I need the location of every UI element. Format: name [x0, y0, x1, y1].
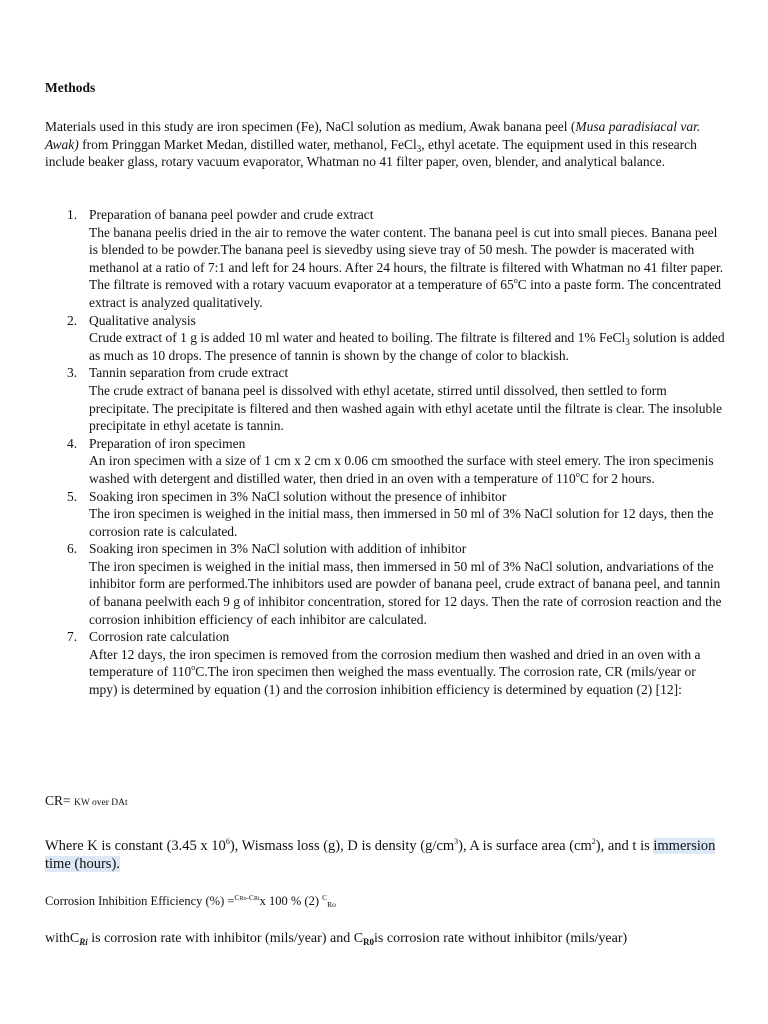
step-text: [89, 452, 725, 487]
last-c2: C: [353, 931, 364, 946]
inhibition-efficiency-formula: [45, 894, 336, 909]
step-text: [89, 224, 725, 312]
step-title: Corrosion rate calculation: [89, 629, 230, 645]
step-number: 2.: [67, 312, 78, 328]
formula-end-sub: Ro: [327, 900, 336, 909]
step-number: 5.: [67, 488, 78, 504]
step-title: Preparation of iron specimen: [89, 435, 246, 451]
degree-superscript: o: [513, 276, 518, 286]
frac-c1: C: [234, 893, 240, 902]
highlighted-text: immersion time (hours).: [45, 838, 716, 872]
exponent-superscript: 2: [591, 837, 596, 846]
rate-definition-line: [45, 931, 627, 947]
step-text-a: Crude extract of 1 g is added 10 ml water and heated to boiling. The filtrate is filtered and 1% FeCl: [89, 330, 626, 346]
ri-subscript: Ri: [79, 937, 88, 947]
degree-superscript: o: [191, 663, 196, 673]
step-number: 4.: [67, 435, 78, 451]
formula-fraction: [234, 893, 259, 902]
step-text-b: C.The iron specimen then weighed the mass eventually. The corrosion rate, CR (mils/year or mpy) is determined by equation (1) and the corrosion inhibition efficiency is determined by equation (2) [12]:: [89, 664, 696, 698]
formula-lhs: CR=: [45, 793, 74, 808]
last-text-2: is corrosion rate with inhibitor (mils/year) and: [87, 931, 354, 946]
list-item: [45, 628, 725, 698]
step-text: The iron specimen is weighed in the initial mass, then immersed in 50 ml of 3% NaCl solution for 12 days, then the corrosion rate is calculated.: [89, 506, 714, 539]
step-text-a: The banana peelis dried in the air to remove the water content. The banana peel is cut into small pieces. Banana peel is blended to be powder.The banana peel is sievedby using sieve tray of 50 mesh. The powder is macerated with methanol at a ratio of 7:1 and left for 24 hours. After 24 hours, the filtrate is filtered with Whatman no 41 filter paper. The filtrate is removed with a rotary vacuum evaporator at a temperature of 65: [89, 224, 724, 293]
fecl-subscript: 3: [625, 337, 630, 348]
intro-text-1: Materials used in this study are iron specimen (Fe), NaCl solution as medium, Awak banana peel (: [45, 119, 576, 134]
last-text-1: with: [45, 931, 70, 946]
exponent-superscript: 6: [225, 837, 230, 846]
step-text-a: After 12 days, the iron specimen is removed from the corrosion medium then washed and dried in an oven with a temperature of 110: [89, 646, 701, 680]
where-text-1: Where K is constant (3.45 x 10: [45, 838, 226, 854]
intro-text-3: , ethyl acetate. The equipment used in this research include beaker glass, rotary vacuum evaporator, Whatman no 41 filter paper, oven, blender, and analytical balance.: [45, 136, 697, 169]
where-text-4: ), and t is: [595, 838, 654, 854]
frac-s2: Ri: [253, 896, 260, 902]
intro-paragraph: [45, 118, 725, 171]
list-item: [45, 435, 725, 488]
list-item: [45, 312, 725, 365]
fecl-subscript: 3: [416, 143, 422, 154]
step-title: Tannin separation from crude extract: [89, 365, 289, 381]
section-heading: Methods: [45, 80, 96, 95]
where-text-3: ), A is surface area (cm: [458, 838, 592, 854]
step-number: 1.: [67, 207, 78, 222]
method-steps-list: [45, 206, 725, 699]
step-text: [89, 329, 725, 364]
degree-superscript: o: [575, 469, 580, 479]
step-text: The iron specimen is weighed in the initial mass, then immersed in 50 ml of 3% NaCl solution, andvariations of the inhibitor form are performed.The inhibitors used are powder of banana peel, crude extract of banana peel, and tannin of banana peelwith each 9 g of inhibitor concentration, stored for 12 days. Then the rate of corrosion reaction and the corrosion inhibition efficiency of each inhibitor are calculated.: [89, 558, 722, 627]
frac-minus: -C: [246, 893, 254, 902]
formula-rhs: KW over DAt: [74, 798, 128, 808]
step-text: The crude extract of banana peel is dissolved with ethyl acetate, stirred until dissolved, then settled to form precipitate. The precipitate is filtered and then washed again with ethyl acetate until the filtrate is clear. The insoluble precipitate in ethyl acetate is tannin.: [89, 382, 723, 434]
step-number: 6.: [67, 541, 78, 557]
formula-label: Corrosion Inhibition Efficiency (%) =: [45, 894, 235, 908]
step-title: Soaking iron specimen in 3% NaCl solution with addition of inhibitor: [89, 541, 467, 557]
step-text-b: solution is added as much as 10 drops. The presence of tannin is shown by the change of color to blackish.: [89, 330, 725, 363]
last-text-3: is corrosion rate without inhibitor (mils/year): [374, 931, 628, 946]
step-number: 3.: [67, 365, 78, 381]
r0-subscript: R0: [363, 937, 375, 947]
step-text: [89, 646, 725, 699]
list-item: [45, 488, 725, 541]
corrosion-rate-formula: [45, 793, 128, 809]
variable-definitions: [45, 837, 725, 873]
where-text-2: ), Wismass loss (g), D is density (g/cm: [229, 838, 455, 854]
frac-s1: Ro: [239, 896, 247, 902]
species-name: Musa paradisiacal var. Awak): [45, 119, 701, 152]
step-title: Qualitative analysis: [89, 312, 196, 328]
intro-text-2: from Pringgan Market Medan, distilled water, methanol, FeCl: [78, 136, 417, 152]
list-item: [45, 364, 725, 434]
step-text-b: C for 2 hours.: [579, 470, 655, 486]
exponent-superscript: 3: [454, 837, 459, 846]
list-item: [45, 206, 725, 312]
step-number: 7.: [67, 629, 78, 645]
list-item: [45, 540, 725, 628]
formula-end-c: C: [322, 893, 328, 902]
step-text-b: C into a paste form. The concentrated extract is analyzed qualitatively.: [89, 277, 722, 310]
last-c1: C: [69, 931, 80, 946]
formula-tail: x 100 % (2): [259, 894, 323, 908]
step-text-a: An iron specimen with a size of 1 cm x 2 cm x 0.06 cm smoothed the surface with steel emery. The iron specimenis washed with detergent and distilled water, then dried in an oven with a temperature of 110: [89, 453, 714, 486]
step-title: Soaking iron specimen in 3% NaCl solution without the presence of inhibitor: [89, 488, 507, 504]
step-title: Preparation of banana peel powder and crude extract: [89, 207, 374, 222]
